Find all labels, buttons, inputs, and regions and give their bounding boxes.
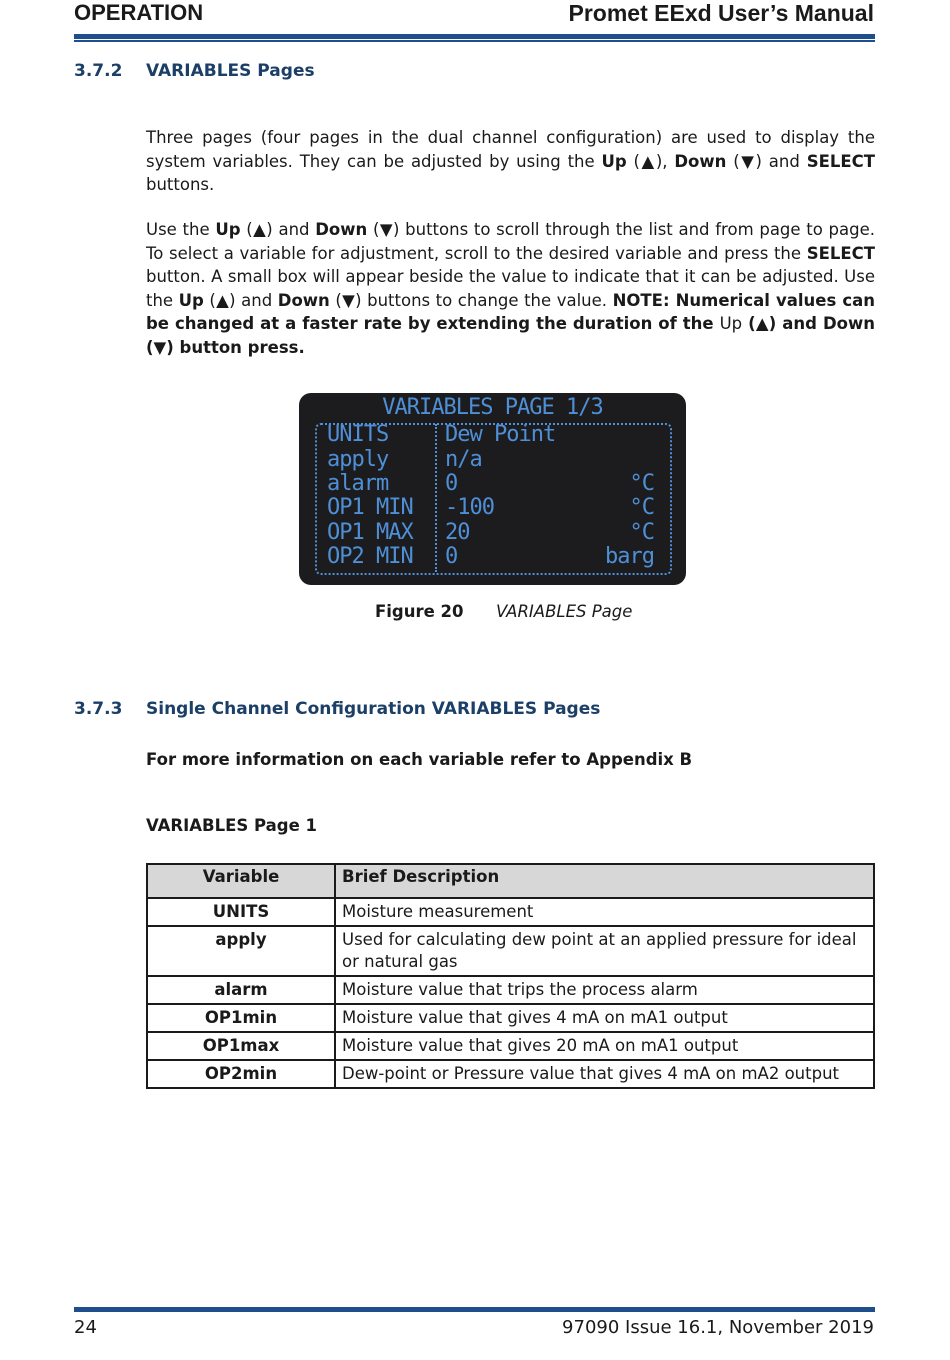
lcd-row-unit: °C [629, 495, 654, 520]
lcd-title: VARIABLES PAGE 1/3 [382, 395, 603, 420]
table-header-row [147, 864, 874, 898]
table-row [147, 898, 874, 926]
variable-cell: alarm [147, 976, 335, 1004]
table-row [147, 976, 874, 1004]
more-info-note: For more information on each variable refer to Appendix B [146, 750, 693, 769]
variable-cell: UNITS [147, 898, 335, 926]
lcd-row [299, 520, 686, 544]
column-header: Brief Description [335, 864, 874, 898]
issue-info: 97090 Issue 16.1, November 2019 [562, 1317, 874, 1338]
header-section-label: OPERATION [74, 0, 204, 25]
lcd-row-value: n/a [445, 447, 482, 472]
header-rule [74, 34, 875, 39]
description-cell: Dew-point or Pressure value that gives 4 mA on mA2 output [335, 1060, 874, 1088]
variables-table [146, 863, 875, 1089]
lcd-row-unit: barg [605, 544, 654, 569]
variable-cell: apply [147, 926, 335, 976]
table-heading: VARIABLES Page 1 [146, 816, 318, 835]
lcd-row-key: OP1 MIN [327, 495, 413, 520]
lcd-row-key: OP1 MAX [327, 520, 413, 545]
description-cell: Moisture value that gives 20 mA on mA1 output [335, 1032, 874, 1060]
note-text: NOTE: Numerical values can be changed at a faster rate by extending the duration of the Up (▲) and Down (▼) button press. [146, 290, 875, 357]
lcd-row-value: 0 [445, 544, 458, 569]
description-cell: Moisture value that trips the process alarm [335, 976, 874, 1004]
lcd-row [299, 422, 686, 446]
figure-caption: VARIABLES Page [496, 602, 633, 621]
variable-cell: OP1max [147, 1032, 335, 1060]
table-row [147, 1060, 874, 1088]
section-number: 3.7.2 [74, 61, 123, 81]
paragraph-intro: Three pages (four pages in the dual channel configuration) are used to display the system variables. They can be adjusted by using the Up (▲), Down (▼) and SELECT buttons. [146, 128, 875, 194]
table-row [147, 1032, 874, 1060]
section-title: VARIABLES Pages [146, 61, 315, 81]
lcd-row-key: UNITS [327, 422, 389, 447]
description-cell: Moisture value that gives 4 mA on mA1 output [335, 1004, 874, 1032]
lcd-row-unit: °C [629, 471, 654, 496]
lcd-row-value: -100 [445, 495, 494, 520]
description-cell: Moisture measurement [335, 898, 874, 926]
lcd-row-key: alarm [327, 471, 389, 496]
lcd-display [299, 393, 686, 585]
lcd-row-unit: °C [629, 520, 654, 545]
variable-cell: OP1min [147, 1004, 335, 1032]
lcd-row [299, 544, 686, 568]
lcd-row-key: apply [327, 447, 389, 472]
lcd-row [299, 447, 686, 471]
lcd-row [299, 471, 686, 495]
lcd-row-key: OP2 MIN [327, 544, 413, 569]
lcd-row [299, 495, 686, 519]
footer-rule [74, 1307, 875, 1312]
lcd-row-value: Dew Point [445, 422, 556, 447]
header-rule-thin [74, 40, 875, 42]
section-title: Single Channel Configuration VARIABLES Pages [146, 699, 601, 719]
header-manual-title: Promet EExd User’s Manual [568, 0, 874, 26]
table-row [147, 926, 874, 976]
table-row [147, 1004, 874, 1032]
paragraph-usage: Use the Up (▲) and Down (▼) buttons to scroll through the list and from page to page. To select a variable for adjustment, scroll to the desired variable and press the SELECT button. A small box will appear beside the value to indicate that it can be adjusted. Use the Up (▲) and Down (▼) buttons to change the value. NOTE: Numerical values can be changed at a faster rate by extending the duration of the Up (▲) and Down (▼) button press. [146, 220, 875, 357]
figure-number: Figure 20 [375, 602, 464, 621]
description-cell: Used for calculating dew point at an applied pressure for ideal or natural gas [335, 926, 874, 976]
column-header: Variable [147, 864, 335, 898]
variable-cell: OP2min [147, 1060, 335, 1088]
lcd-row-value: 0 [445, 471, 458, 496]
section-number: 3.7.3 [74, 699, 123, 719]
lcd-row-value: 20 [445, 520, 470, 545]
page-number: 24 [74, 1317, 97, 1338]
